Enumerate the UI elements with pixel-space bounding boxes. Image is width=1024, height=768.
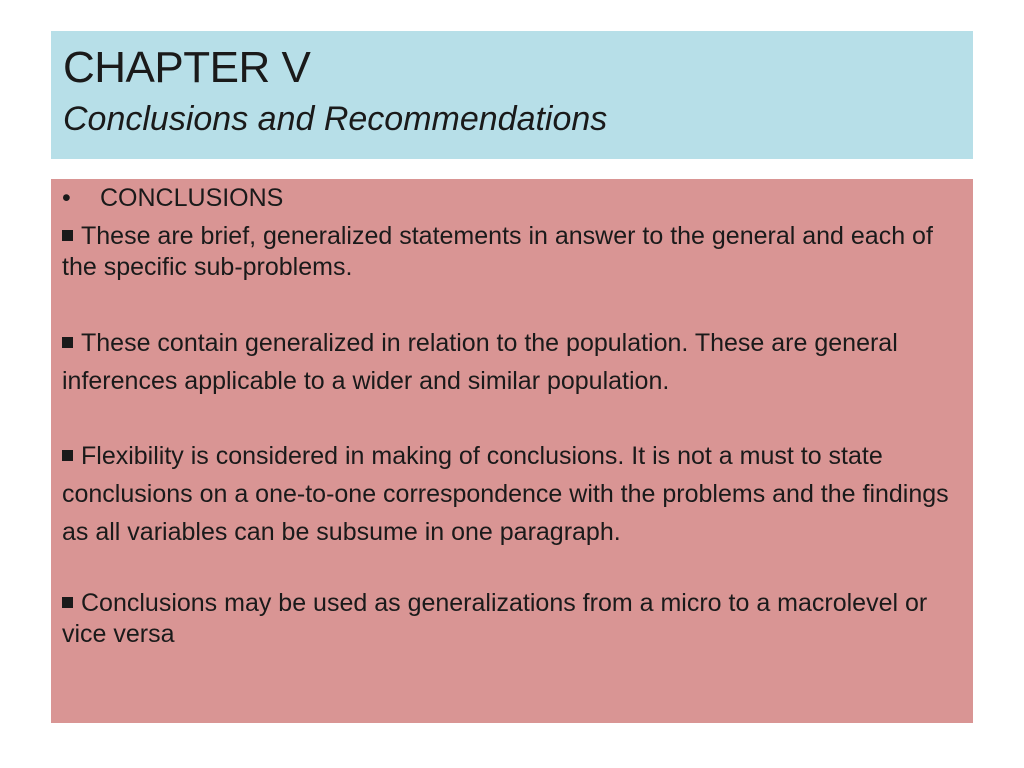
conclusion-paragraph-4 [62, 588, 961, 650]
bullet-icon: • [62, 184, 71, 212]
section-heading-row [62, 181, 961, 215]
conclusion-paragraph-3 [62, 437, 961, 551]
section-heading: CONCLUSIONS [100, 184, 284, 212]
square-bullet-icon [62, 597, 73, 608]
title-banner [51, 31, 973, 159]
paragraph-text: These contain generalized in relation to the population. These are general inferences applicable to a wider and similar population. [62, 329, 898, 395]
content-panel [51, 179, 973, 723]
chapter-title: CHAPTER V [63, 43, 311, 92]
paragraph-text: These are brief, generalized statements in answer to the general and each of the specific sub-problems. [62, 222, 933, 281]
conclusion-paragraph-2 [62, 324, 961, 400]
square-bullet-icon [62, 450, 73, 461]
paragraph-text: Conclusions may be used as generalizations from a micro to a macrolevel or vice versa [62, 589, 928, 648]
chapter-subtitle: Conclusions and Recommendations [63, 100, 608, 138]
paragraph-text: Flexibility is considered in making of conclusions. It is not a must to state conclusions on a one-to-one correspondence with the problems and the findings as all variables can be subsume in one paragraph. [62, 442, 949, 546]
conclusion-paragraph-1 [62, 221, 961, 283]
square-bullet-icon [62, 230, 73, 241]
square-bullet-icon [62, 337, 73, 348]
